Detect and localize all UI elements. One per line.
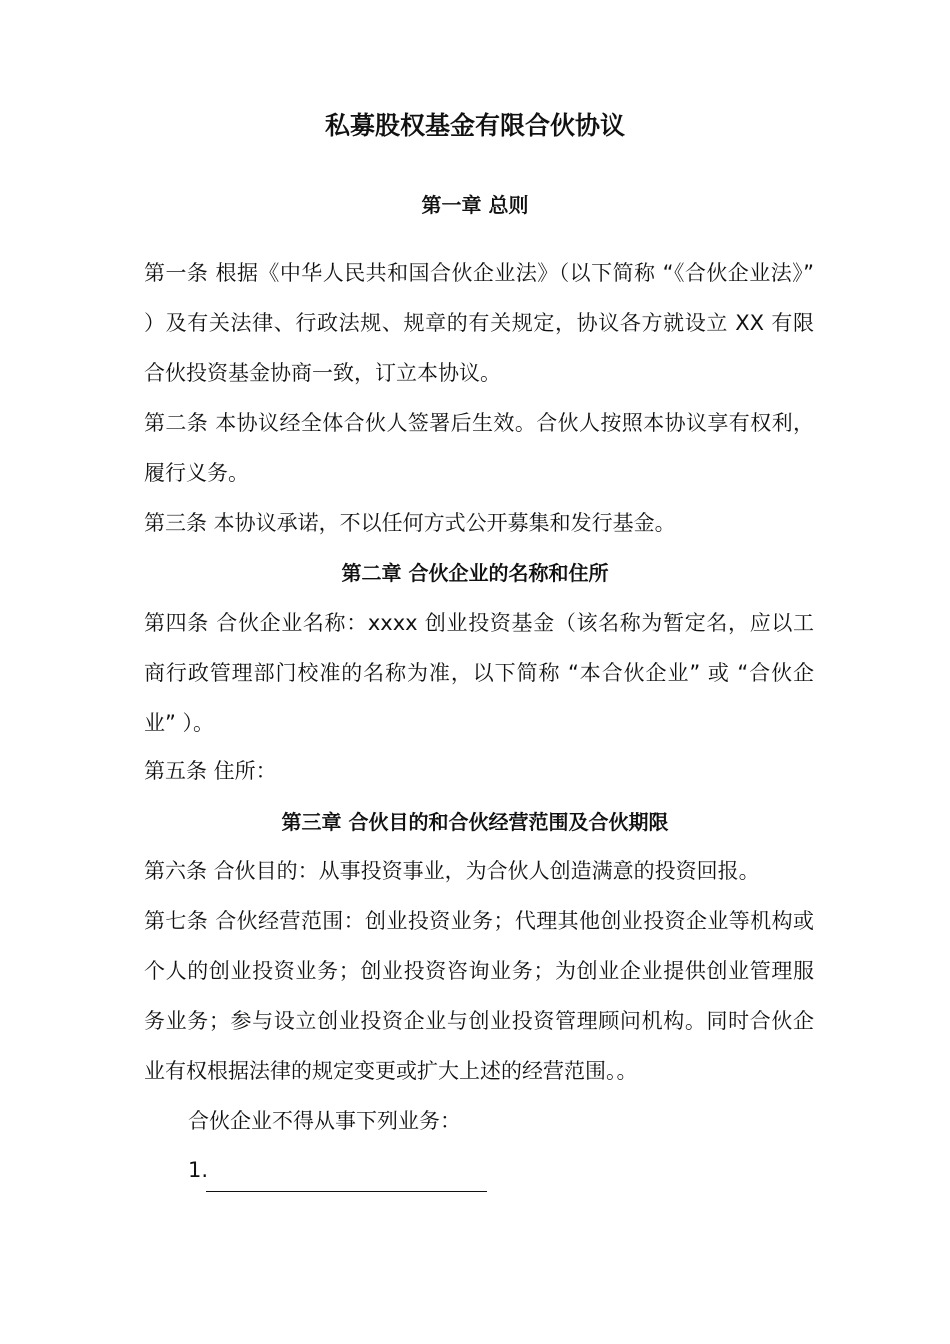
fill-in-blank-line xyxy=(206,1191,487,1192)
article-2: 第二条 本协议经全体合伙人签署后生效。合伙人按照本协议享有权利，履行义务。 xyxy=(144,411,814,485)
prohibited-intro: 合伙企业不得从事下列业务： xyxy=(188,1109,461,1133)
chapter-1-heading: 第一章 总则 xyxy=(421,193,529,217)
article-3: 第三条 本协议承诺，不以任何方式公开募集和发行基金。 xyxy=(144,511,676,535)
article-5: 第五条 住所： xyxy=(144,759,277,783)
article-4: 第四条 合伙企业名称：xxxx 创业投资基金（该名称为暂定名，应以工商行政管理部门校准的名称为准，以下简称 “本合伙企业” 或 “合伙企业” ）。 xyxy=(144,611,814,735)
chapter-3-heading: 第三章 合伙目的和合伙经营范围及合伙期限 xyxy=(281,810,669,834)
item-number: 1. xyxy=(188,1158,209,1182)
article-6: 第六条 合伙目的：从事投资事业，为合伙人创造满意的投资回报。 xyxy=(144,859,760,883)
prohibited-item-1 xyxy=(188,1150,208,1194)
document-title: 私募股权基金有限合伙协议 xyxy=(324,111,625,140)
chapter-2-heading: 第二章 合伙企业的名称和住所 xyxy=(341,561,609,585)
article-7: 第七条 合伙经营范围：创业投资业务；代理其他创业投资企业等机构或个人的创业投资业务；创业投资咨询业务；为创业企业提供创业管理服务业务；参与设立创业投资企业与创业投资管理顾问机构。同时合伙企业有权根据法律的规定变更或扩大上述的经营范围。。 xyxy=(144,909,814,1083)
article-1: 第一条 根据《中华人民共和国合伙企业法》（以下简称 “《合伙企业法》” ）及有关法律、行政法规、规章的有关规定，协议各方就设立 XX 有限合伙投资基金协商一致，订立本协议。 xyxy=(144,261,814,385)
